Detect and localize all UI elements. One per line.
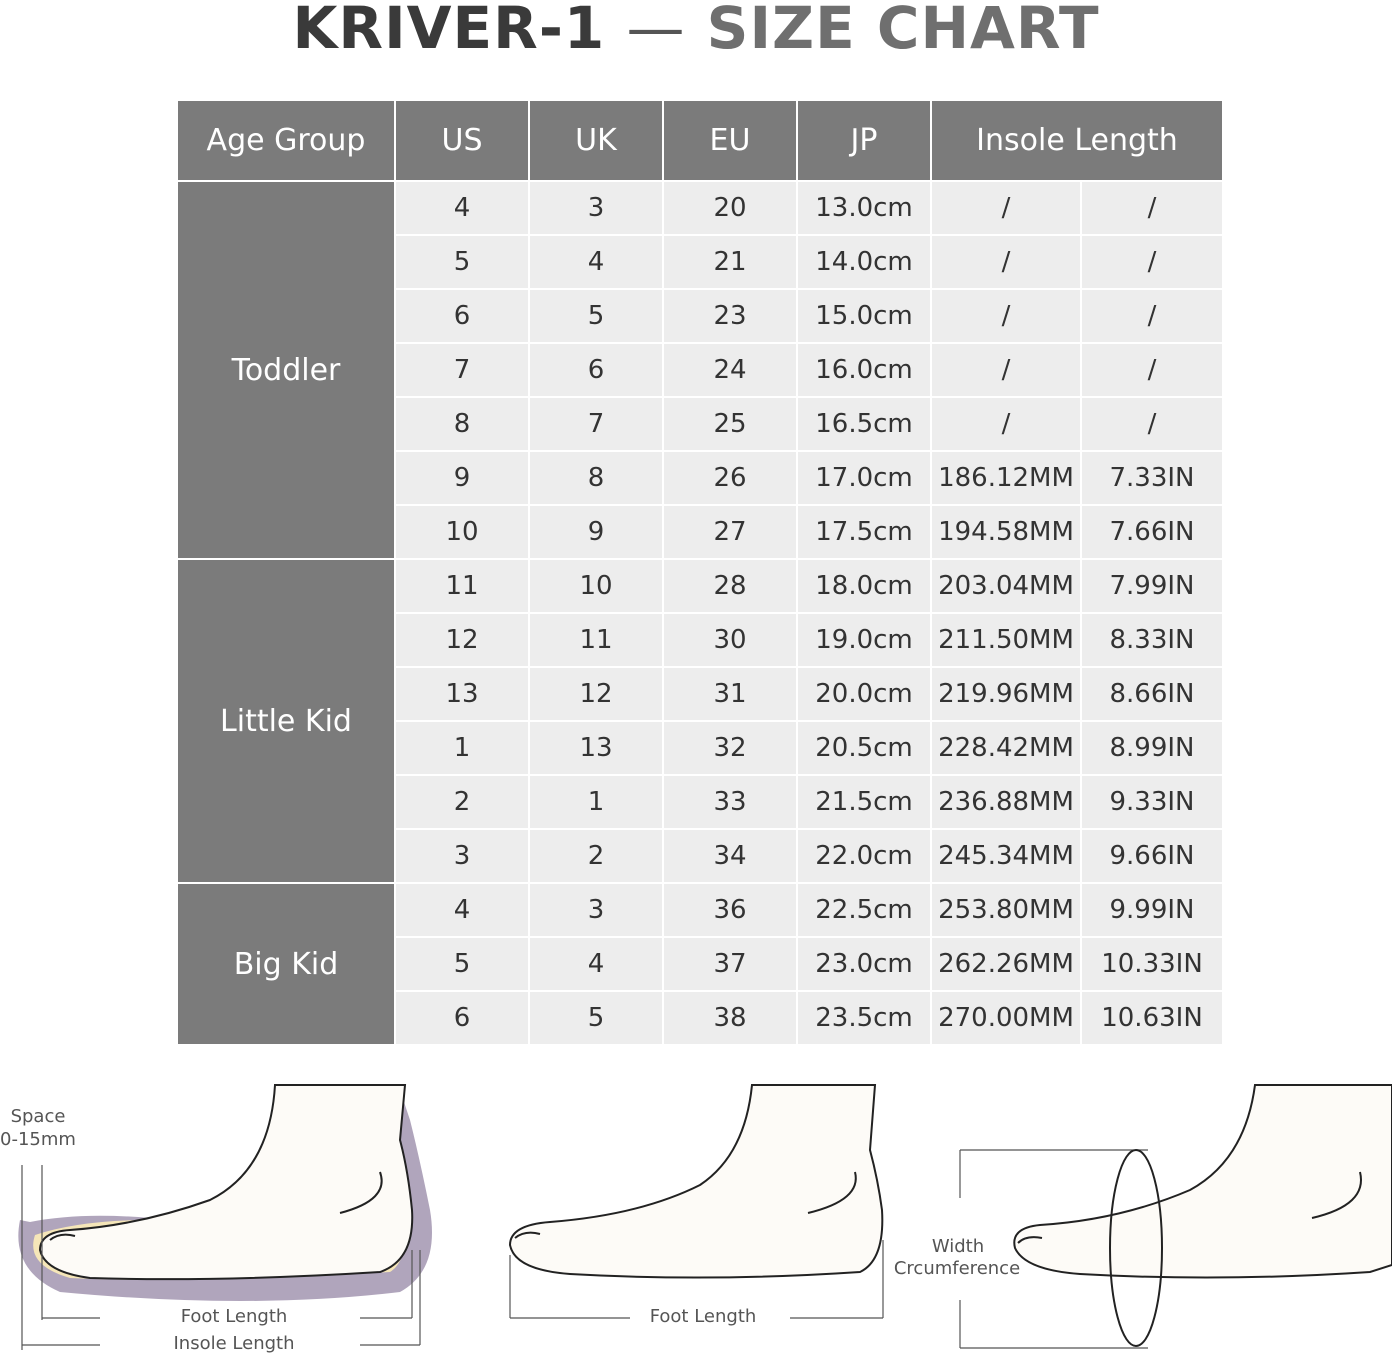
cell-uk: 4 (530, 236, 664, 290)
cell-uk: 10 (530, 560, 664, 614)
cell-jp: 22.0cm (798, 830, 932, 884)
circumference-label: Crcumference (893, 1258, 1021, 1279)
cell-uk: 12 (530, 668, 664, 722)
cell-uk: 1 (530, 776, 664, 830)
header-us: US (396, 101, 530, 182)
header-insole-length: Insole Length (932, 101, 1222, 182)
cell-eu: 26 (664, 452, 798, 506)
foot-width-illustration (890, 1060, 1392, 1358)
page-title (0, 0, 1392, 62)
cell-insole-in: 8.66IN (1082, 668, 1222, 722)
cell-eu: 32 (664, 722, 798, 776)
space-value: 0-15mm (0, 1129, 76, 1150)
cell-uk: 5 (530, 290, 664, 344)
cell-eu: 33 (664, 776, 798, 830)
table-row (178, 884, 1222, 938)
cell-jp: 20.0cm (798, 668, 932, 722)
cell-insole-in: 7.66IN (1082, 506, 1222, 560)
cell-jp: 22.5cm (798, 884, 932, 938)
space-label: Space (10, 1106, 66, 1127)
cell-eu: 38 (664, 992, 798, 1046)
title-separator: — (626, 0, 686, 62)
cell-jp: 14.0cm (798, 236, 932, 290)
cell-insole-in: / (1082, 182, 1222, 236)
cell-eu: 24 (664, 344, 798, 398)
cell-jp: 21.5cm (798, 776, 932, 830)
cell-insole-in: 8.99IN (1082, 722, 1222, 776)
insole-length-label: Insole Length (173, 1333, 295, 1354)
cell-insole-in: 9.99IN (1082, 884, 1222, 938)
cell-insole-mm: 236.88MM (932, 776, 1082, 830)
cell-us: 1 (396, 722, 530, 776)
cell-us: 5 (396, 938, 530, 992)
cell-insole-mm: 262.26MM (932, 938, 1082, 992)
cell-uk: 3 (530, 884, 664, 938)
table-row (178, 560, 1222, 614)
insole-diagram (0, 1060, 460, 1358)
cell-eu: 25 (664, 398, 798, 452)
cell-us: 12 (396, 614, 530, 668)
cell-eu: 36 (664, 884, 798, 938)
insole-foot-length-label: Foot Length (180, 1306, 288, 1327)
cell-us: 2 (396, 776, 530, 830)
cell-insole-mm: 186.12MM (932, 452, 1082, 506)
brand-name: KRIVER-1 (292, 0, 606, 62)
cell-insole-in: 10.63IN (1082, 992, 1222, 1046)
cell-insole-mm: 211.50MM (932, 614, 1082, 668)
cell-us: 7 (396, 344, 530, 398)
cell-jp: 18.0cm (798, 560, 932, 614)
cell-insole-mm: 253.80MM (932, 884, 1082, 938)
size-chart-table (178, 101, 1222, 1046)
cell-eu: 34 (664, 830, 798, 884)
cell-eu: 27 (664, 506, 798, 560)
width-label: Width (931, 1236, 985, 1257)
cell-insole-mm: 194.58MM (932, 506, 1082, 560)
header-uk: UK (530, 101, 664, 182)
cell-insole-mm: / (932, 344, 1082, 398)
table-header-row (178, 101, 1222, 182)
cell-insole-in: / (1082, 398, 1222, 452)
cell-uk: 9 (530, 506, 664, 560)
cell-us: 3 (396, 830, 530, 884)
cell-us: 13 (396, 668, 530, 722)
cell-uk: 4 (530, 938, 664, 992)
cell-insole-mm: 219.96MM (932, 668, 1082, 722)
cell-insole-mm: / (932, 236, 1082, 290)
header-eu: EU (664, 101, 798, 182)
age-group-cell: Big Kid (178, 884, 396, 1046)
cell-jp: 23.5cm (798, 992, 932, 1046)
cell-eu: 21 (664, 236, 798, 290)
cell-us: 6 (396, 290, 530, 344)
cell-jp: 19.0cm (798, 614, 932, 668)
cell-insole-in: / (1082, 344, 1222, 398)
cell-uk: 6 (530, 344, 664, 398)
cell-us: 10 (396, 506, 530, 560)
cell-jp: 17.5cm (798, 506, 932, 560)
cell-uk: 3 (530, 182, 664, 236)
table-row (178, 182, 1222, 236)
cell-insole-in: 9.66IN (1082, 830, 1222, 884)
cell-eu: 23 (664, 290, 798, 344)
foot-length-diagram (490, 1060, 910, 1358)
header-jp: JP (798, 101, 932, 182)
cell-insole-in: 7.33IN (1082, 452, 1222, 506)
cell-uk: 13 (530, 722, 664, 776)
cell-jp: 20.5cm (798, 722, 932, 776)
cell-us: 5 (396, 236, 530, 290)
cell-jp: 16.5cm (798, 398, 932, 452)
cell-insole-in: 10.33IN (1082, 938, 1222, 992)
cell-uk: 8 (530, 452, 664, 506)
cell-insole-mm: / (932, 398, 1082, 452)
cell-uk: 7 (530, 398, 664, 452)
width-diagram (890, 1060, 1392, 1358)
cell-us: 8 (396, 398, 530, 452)
cell-us: 11 (396, 560, 530, 614)
cell-insole-mm: / (932, 182, 1082, 236)
title-subtitle: SIZE CHART (706, 0, 1100, 62)
cell-insole-mm: / (932, 290, 1082, 344)
cell-insole-in: 9.33IN (1082, 776, 1222, 830)
header-age-group: Age Group (178, 101, 396, 182)
cell-eu: 37 (664, 938, 798, 992)
cell-insole-in: / (1082, 236, 1222, 290)
cell-uk: 11 (530, 614, 664, 668)
cell-jp: 23.0cm (798, 938, 932, 992)
cell-eu: 20 (664, 182, 798, 236)
cell-uk: 2 (530, 830, 664, 884)
cell-us: 4 (396, 182, 530, 236)
cell-jp: 13.0cm (798, 182, 932, 236)
table-body (178, 182, 1222, 1046)
cell-us: 9 (396, 452, 530, 506)
cell-insole-in: / (1082, 290, 1222, 344)
age-group-cell: Toddler (178, 182, 396, 560)
cell-insole-mm: 245.34MM (932, 830, 1082, 884)
cell-eu: 30 (664, 614, 798, 668)
cell-insole-in: 8.33IN (1082, 614, 1222, 668)
cell-jp: 17.0cm (798, 452, 932, 506)
cell-eu: 28 (664, 560, 798, 614)
cell-jp: 15.0cm (798, 290, 932, 344)
cell-us: 6 (396, 992, 530, 1046)
age-group-cell: Little Kid (178, 560, 396, 884)
cell-insole-mm: 228.42MM (932, 722, 1082, 776)
cell-uk: 5 (530, 992, 664, 1046)
cell-us: 4 (396, 884, 530, 938)
cell-jp: 16.0cm (798, 344, 932, 398)
cell-insole-mm: 270.00MM (932, 992, 1082, 1046)
cell-insole-mm: 203.04MM (932, 560, 1082, 614)
cell-eu: 31 (664, 668, 798, 722)
foot-length-label: Foot Length (649, 1306, 757, 1327)
cell-insole-in: 7.99IN (1082, 560, 1222, 614)
